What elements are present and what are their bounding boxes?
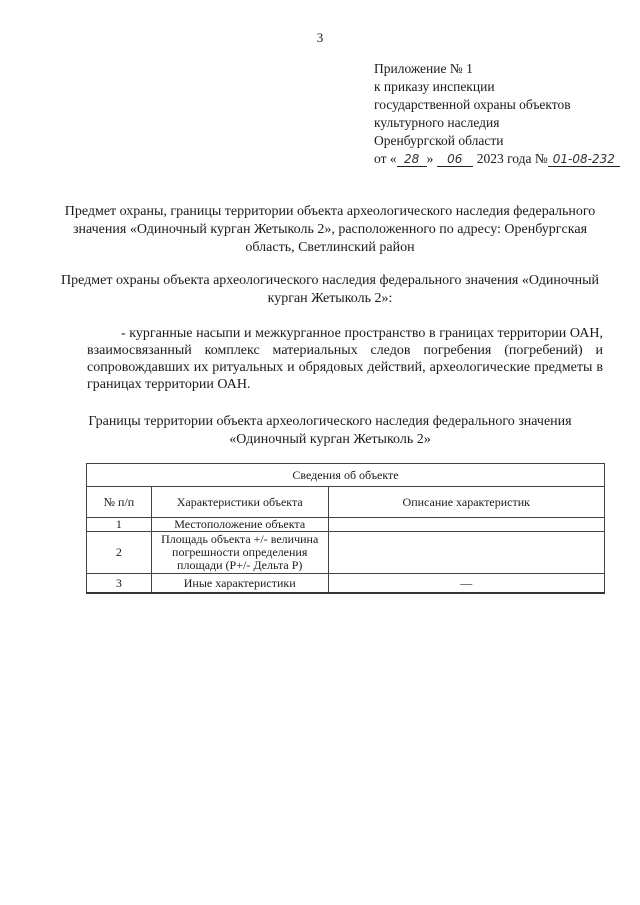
row-number: 3 (87, 574, 152, 594)
protection-subject-heading: Предмет охраны объекта археологического наследия федерального значения «Одиночный курган Жетыколь 2»: (61, 273, 599, 306)
handwritten-month: 06 (437, 152, 473, 167)
document-title: Предмет охраны, границы территории объекта археологического наследия федерального значения «Одиночный курган Жетыколь 2», расположенного по адресу: Оренбургская область, Светлинский район (64, 204, 596, 255)
page-number: 3 (316, 30, 324, 45)
appendix-line-2: к приказу инспекции (374, 79, 495, 94)
object-info-table (86, 463, 605, 594)
table-row (87, 518, 605, 532)
table-row (87, 532, 605, 574)
handwritten-day: 28 (397, 152, 427, 167)
appendix-line-3: государственной охраны объектов (374, 97, 571, 112)
table-header: Сведения об объекте (87, 464, 605, 487)
appendix-block (374, 60, 620, 168)
appendix-line-5: Оренбургской области (374, 133, 504, 148)
column-header-description: Описание характеристик (328, 487, 604, 518)
year-text: 2023 года № (476, 151, 548, 166)
row-description: — (328, 574, 604, 594)
row-number: 1 (87, 518, 152, 532)
row-characteristic: Иные характеристики (151, 574, 328, 594)
appendix-line-4: культурного наследия (374, 115, 500, 130)
row-description (328, 518, 604, 532)
column-header-characteristic: Характеристики объекта (151, 487, 328, 518)
handwritten-order-number: 01-08-232 (548, 152, 620, 167)
protection-text: - курганные насыпи и межкурганное пространство в границах территории ОАН, взаимосвязанный комплекс материальных следов погребения (погребений) и сопровождавших их ритуальных и обрядовых действий, археологические предметы в границах территории ОАН. (87, 326, 603, 392)
table-row (87, 574, 605, 594)
appendix-line-1: Приложение № 1 (374, 61, 473, 76)
row-characteristic: Местоположение объекта (151, 518, 328, 532)
row-characteristic: Площадь объекта +/- величина погрешности определения площади (Р+/- Дельта Р) (151, 532, 328, 574)
appendix-date-line (374, 150, 620, 168)
borders-heading: Границы территории объекта археологического наследия федерального значения «Одиночный курган Жетыколь 2» (88, 414, 572, 447)
row-description (328, 532, 604, 574)
row-number: 2 (87, 532, 152, 574)
date-mid: » (426, 151, 434, 166)
protection-subject-text (87, 325, 603, 393)
column-header-number: № п/п (87, 487, 152, 518)
date-prefix: от « (374, 151, 397, 166)
